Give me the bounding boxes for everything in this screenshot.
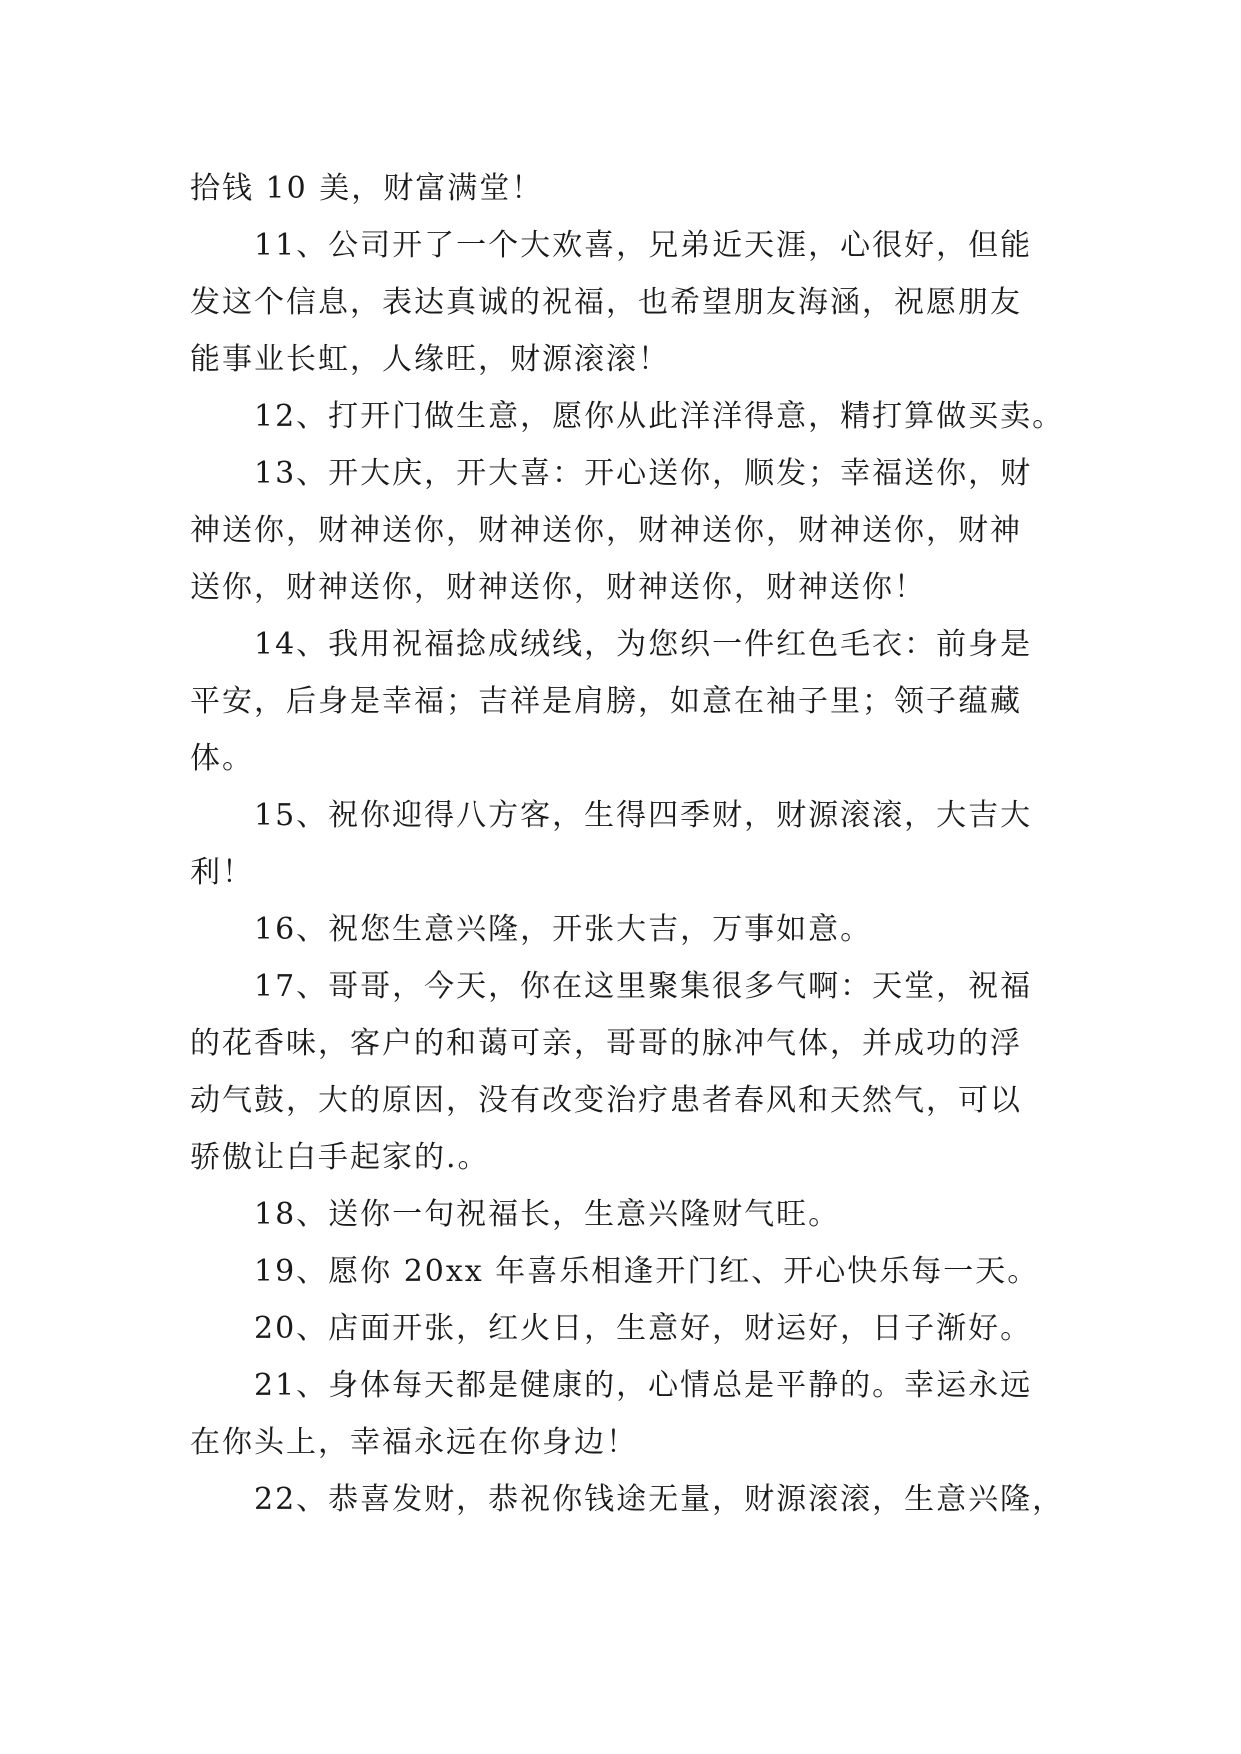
text-line: 13、开大庆，开大喜：开心送你，顺发；幸福送你，财 bbox=[254, 456, 1033, 491]
text-line: 12、打开门做生意，愿你从此洋洋得意，精打算做买卖。 bbox=[254, 399, 1065, 434]
text-line: 14、我用祝福捻成绒线，为您织一件红色毛衣：前身是 bbox=[254, 627, 1033, 662]
text-line: 发这个信息，表达真诚的祝福，也希望朋友海涵，祝愿朋友 bbox=[190, 285, 1022, 320]
text-line: 15、祝你迎得八方客，生得四季财，财源滚滚，大吉大 bbox=[254, 798, 1033, 833]
text-line: 18、送你一句祝福长，生意兴隆财气旺。 bbox=[254, 1197, 841, 1232]
text-line: 体。 bbox=[190, 741, 254, 776]
document-body bbox=[190, 160, 1065, 1528]
text-line: 16、祝您生意兴隆，开张大吉，万事如意。 bbox=[254, 912, 873, 947]
text-line: 在你头上，幸福永远在你身边！ bbox=[190, 1425, 638, 1460]
text-line: 17、哥哥，今天，你在这里聚集很多气啊：天堂，祝福 bbox=[254, 969, 1033, 1004]
text-line: 20、店面开张，红火日，生意好，财运好，日子渐好。 bbox=[254, 1311, 1033, 1346]
text-line: 21、身体每天都是健康的，心情总是平静的。幸运永远 bbox=[254, 1368, 1033, 1403]
text-line: 11、公司开了一个大欢喜，兄弟近天涯，心很好，但能 bbox=[254, 228, 1033, 263]
text-line: 平安，后身是幸福；吉祥是肩膀，如意在袖子里；领子蕴藏 bbox=[190, 684, 1022, 719]
text-line: 22、恭喜发财，恭祝你钱途无量，财源滚滚，生意兴隆， bbox=[254, 1482, 1065, 1517]
text-line: 的花香味，客户的和蔼可亲，哥哥的脉冲气体，并成功的浮 bbox=[190, 1026, 1022, 1061]
text-line: 19、愿你 20xx 年喜乐相逢开门红、开心快乐每一天。 bbox=[254, 1254, 1040, 1289]
text-line: 送你，财神送你，财神送你，财神送你，财神送你！ bbox=[190, 570, 926, 605]
text-line: 神送你，财神送你，财神送你，财神送你，财神送你，财神 bbox=[190, 513, 1022, 548]
text-line: 拾钱 10 美，财富满堂！ bbox=[190, 171, 544, 206]
text-line: 动气鼓，大的原因，没有改变治疗患者春风和天然气，可以 bbox=[190, 1083, 1022, 1118]
text-line: 利！ bbox=[190, 855, 254, 890]
text-line: 能事业长虹，人缘旺，财源滚滚！ bbox=[190, 342, 670, 377]
text-line: 骄傲让白手起家的.。 bbox=[190, 1140, 490, 1175]
